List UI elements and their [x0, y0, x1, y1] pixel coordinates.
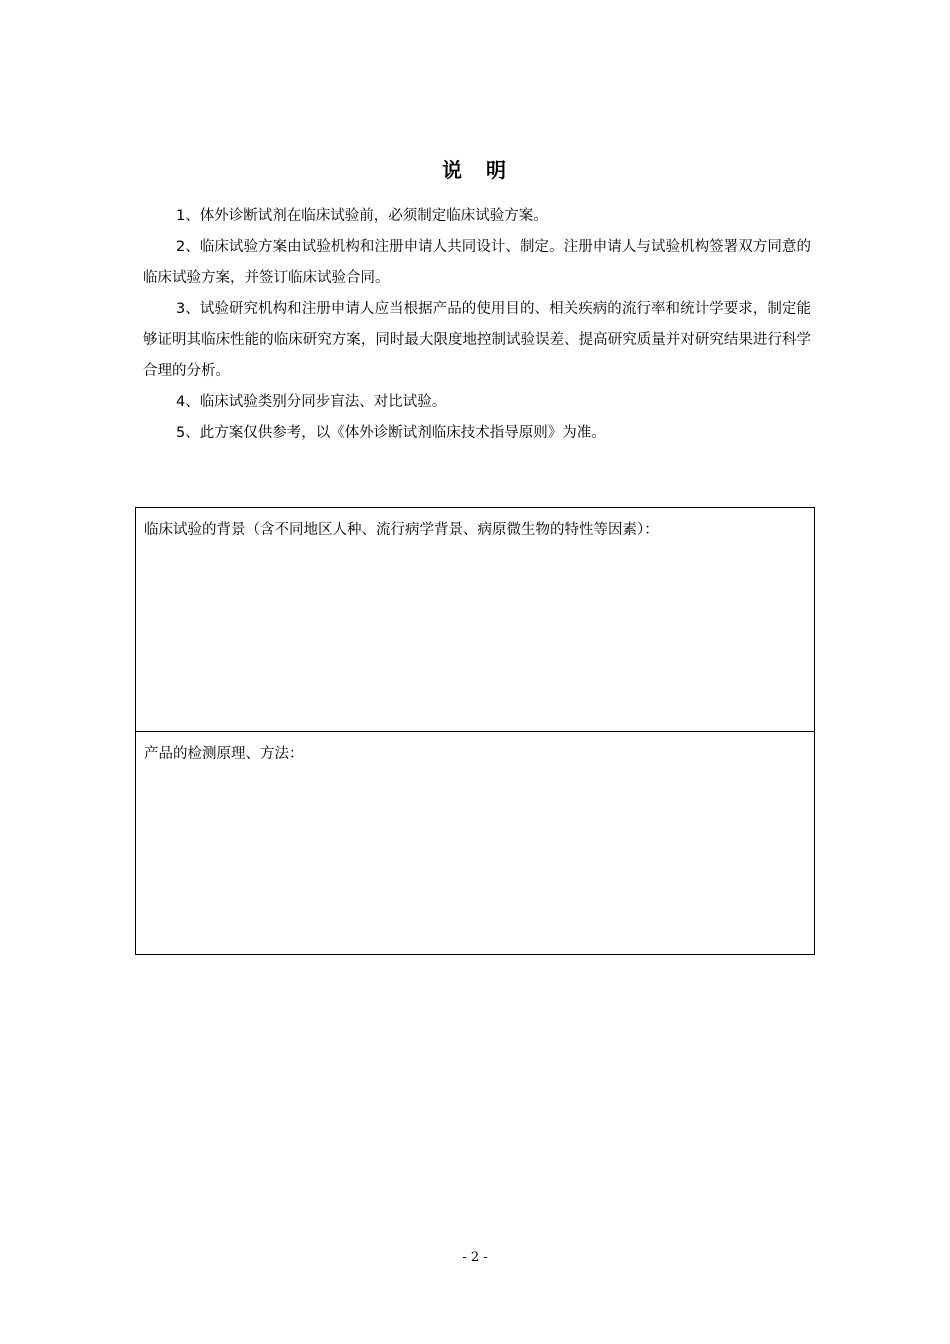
instruction-item-5: 5、此方案仅供参考，以《体外诊断试剂临床技术指导原则》为准。: [176, 425, 606, 441]
detection-method-label: 产品的检测原理、方法：: [144, 746, 304, 762]
page-number: - 2 -: [462, 1250, 488, 1265]
instruction-item-3: 3、试验研究机构和注册申请人应当根据产品的使用目的、相关疾病的流行率和统计学要求，制定能够证明其临床性能的临床研究方案，同时最大限度地控制试验误差、提高研究质量并对研究结果进行科学合理的分析。: [143, 301, 811, 379]
page-title: 说 明: [442, 158, 508, 182]
instruction-item-1: 1、体外诊断试剂在临床试验前，必须制定临床试验方案。: [176, 208, 548, 224]
detection-method-field[interactable]: [135, 731, 815, 955]
instructions-list: [143, 201, 811, 449]
clinical-background-label: 临床试验的背景（含不同地区人种、流行病学背景、病原微生物的特性等因素）：: [144, 522, 659, 538]
clinical-background-field[interactable]: [135, 507, 815, 732]
instruction-item-2: 2、临床试验方案由试验机构和注册申请人共同设计、制定。注册申请人与试验机构签署双方同意的临床试验方案，并签订临床试验合同。: [143, 239, 811, 286]
instruction-item-4: 4、临床试验类别分同步盲法、对比试验。: [176, 394, 447, 410]
